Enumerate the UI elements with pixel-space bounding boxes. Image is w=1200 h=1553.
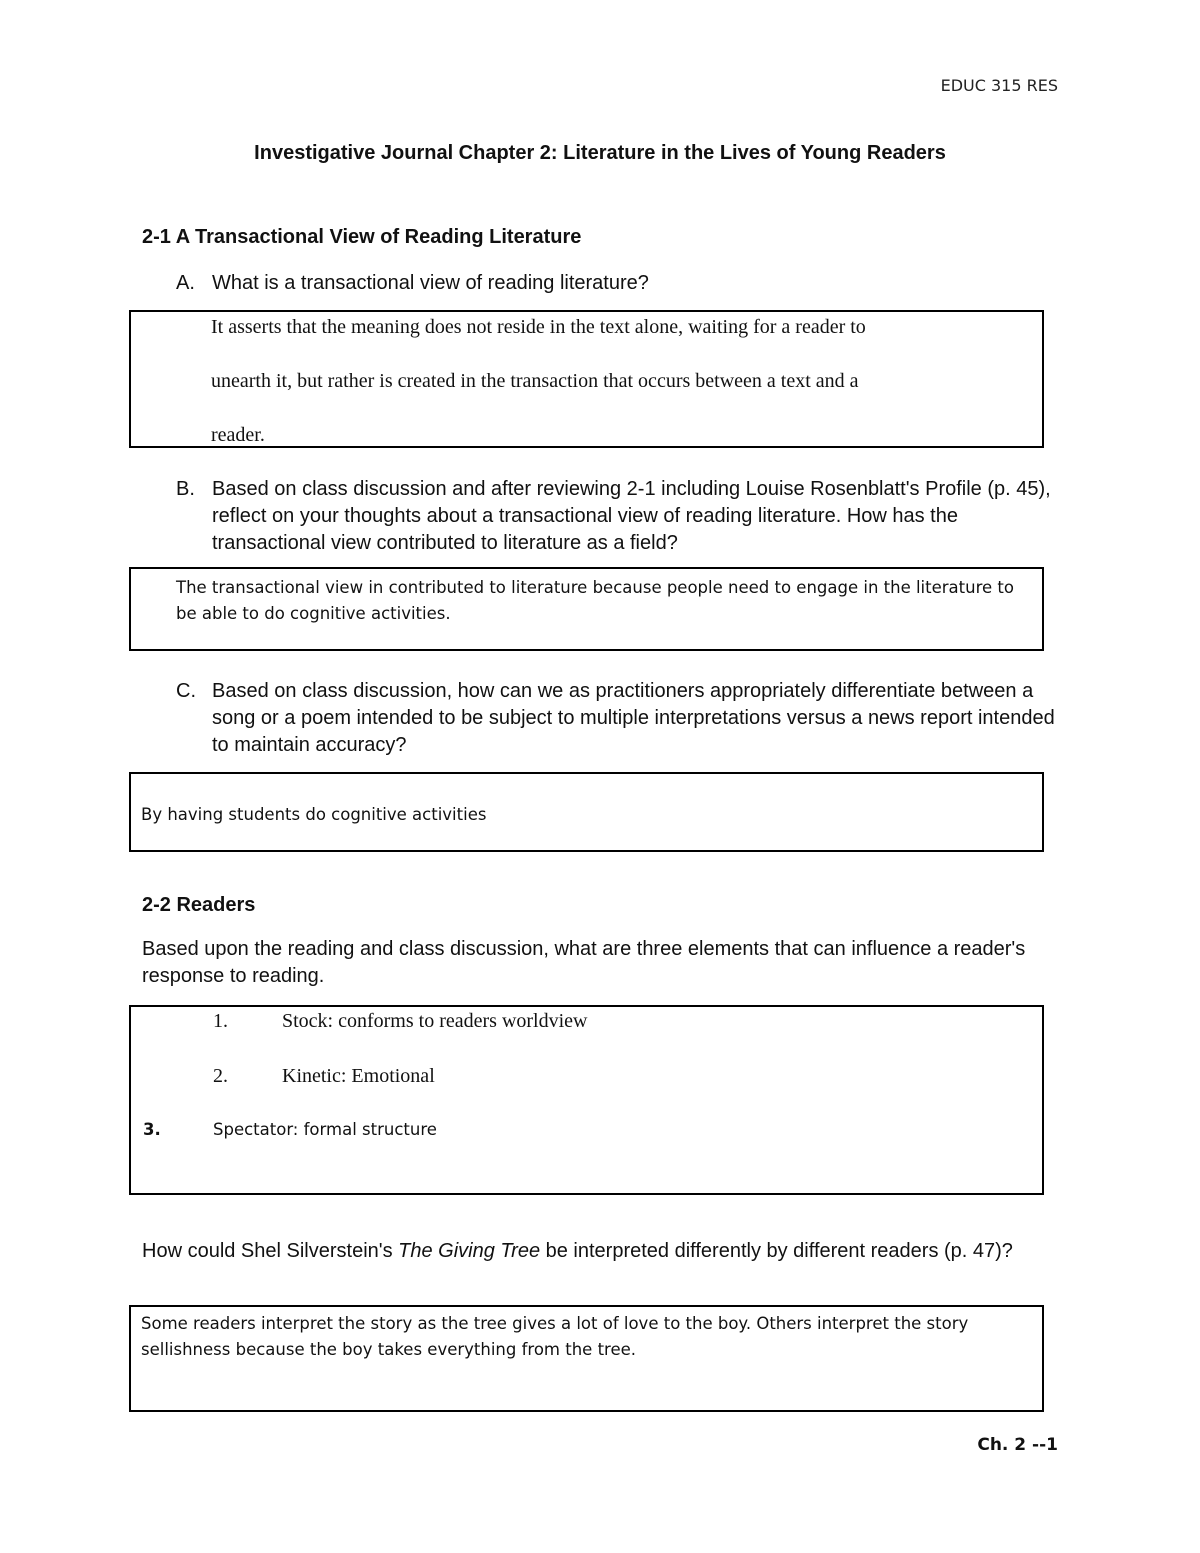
section-heading-2-1: 2-1 A Transactional View of Reading Literature xyxy=(142,226,582,248)
giving-tree-question-suffix: be interpreted differently by different readers (p. 47)? xyxy=(540,1240,1013,1262)
document-title: Investigative Journal Chapter 2: Literature in the Lives of Young Readers xyxy=(254,142,946,164)
element-3-number: 3. xyxy=(143,1120,161,1139)
answer-c-text: By having students do cognitive activities xyxy=(141,805,487,824)
course-code: EDUC 315 RES xyxy=(940,76,1058,95)
answer-box-giving-tree[interactable] xyxy=(129,1305,1044,1412)
answer-box-elements[interactable] xyxy=(129,1005,1044,1195)
question-b-text: Based on class discussion and after reviewing 2-1 including Louise Rosenblatt's Profile (p. 45), reflect on your thoughts about a transactional view of reading literature. How has the transactional view contributed to literature as a field? xyxy=(212,478,1051,554)
question-a-letter: A. xyxy=(176,272,195,294)
question-b-letter: B. xyxy=(176,478,195,500)
giving-tree-book-title: The Giving Tree xyxy=(398,1240,541,1262)
giving-tree-question-prefix: How could Shel Silverstein's xyxy=(142,1240,399,1262)
element-3-text: Spectator: formal structure xyxy=(213,1120,437,1139)
answer-box-c[interactable] xyxy=(129,772,1044,852)
element-2-text: Kinetic: Emotional xyxy=(282,1065,435,1087)
section-heading-2-2: 2-2 Readers xyxy=(142,894,256,916)
giving-tree-question xyxy=(142,1238,1042,1265)
answer-a-line-1: It asserts that the meaning does not reside in the text alone, waiting for a reader to xyxy=(211,316,866,338)
question-c-letter: C. xyxy=(176,680,196,702)
readers-prompt: Based upon the reading and class discussion, what are three elements that can influence a reader's response to reading. xyxy=(142,938,1026,987)
answer-a-line-2: unearth it, but rather is created in the transaction that occurs between a text and a xyxy=(211,370,859,392)
element-1-number: 1. xyxy=(213,1010,228,1032)
question-a-text: What is a transactional view of reading literature? xyxy=(212,272,649,294)
question-b xyxy=(176,476,1066,557)
question-c xyxy=(176,678,1066,759)
element-1-text: Stock: conforms to readers worldview xyxy=(282,1010,588,1032)
answer-b-text: The transactional view in contributed to literature because people need to engage in the literature to be able to do cognitive activities. xyxy=(176,578,1014,623)
giving-tree-answer: Some readers interpret the story as the tree gives a lot of love to the boy. Others interpret the story sellishness because the boy takes everything from the tree. xyxy=(141,1314,969,1359)
answer-box-b[interactable] xyxy=(129,567,1044,651)
page-number: Ch. 2 --1 xyxy=(977,1435,1058,1455)
question-a xyxy=(176,270,1066,297)
element-2-number: 2. xyxy=(213,1065,228,1087)
question-c-text: Based on class discussion, how can we as practitioners appropriately differentiate between a song or a poem intended to be subject to multiple interpretations versus a news report intended to maintain accuracy? xyxy=(212,680,1055,756)
answer-box-a[interactable] xyxy=(129,310,1044,448)
answer-a-line-3: reader. xyxy=(211,424,265,446)
